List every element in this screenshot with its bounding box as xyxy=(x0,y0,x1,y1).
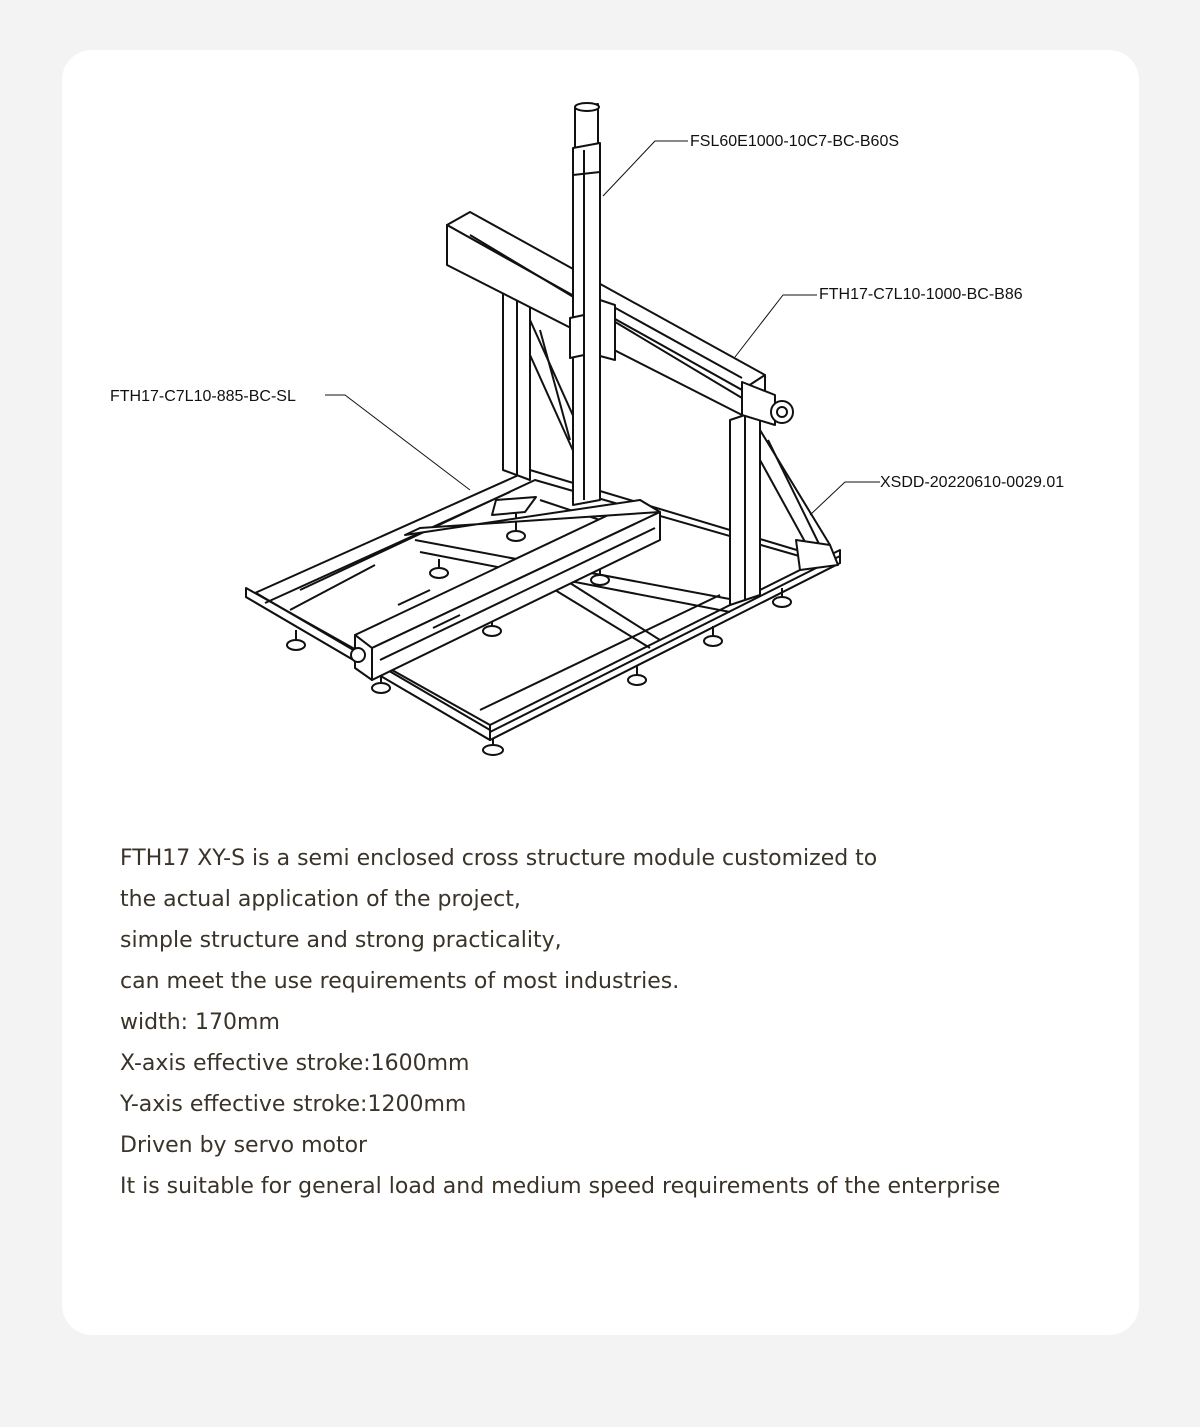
spec-y-stroke: Y-axis effective stroke:1200mm xyxy=(120,1092,467,1117)
callout-vertical-axis: FSL60E1000-10C7-BC-B60S xyxy=(690,133,900,150)
upper-axis-beam xyxy=(447,212,793,425)
vertical-axis-column xyxy=(570,103,615,505)
description-line: the actual application of the project, xyxy=(120,887,521,912)
spec-x-stroke: X-axis effective stroke:1600mm xyxy=(120,1051,470,1076)
description-line: simple structure and strong practicality, xyxy=(120,928,562,953)
callout-lower-y-axis: FTH17-C7L10-885-BC-SL xyxy=(110,388,296,405)
product-description xyxy=(120,838,1120,1207)
callout-frame: XSDD-20220610-0029.01 xyxy=(880,474,1065,491)
spec-width: width: 170mm xyxy=(120,1010,280,1035)
callout-upper-x-axis: FTH17-C7L10-1000-BC-B86 xyxy=(819,286,1023,303)
spec-drive: Driven by servo motor xyxy=(120,1133,368,1158)
description-line: FTH17 XY-S is a semi enclosed cross structure module customized to xyxy=(120,846,878,871)
description-line: can meet the use requirements of most industries. xyxy=(120,969,680,994)
spec-suitability: It is suitable for general load and medium speed requirements of the enterprise xyxy=(120,1174,1001,1199)
